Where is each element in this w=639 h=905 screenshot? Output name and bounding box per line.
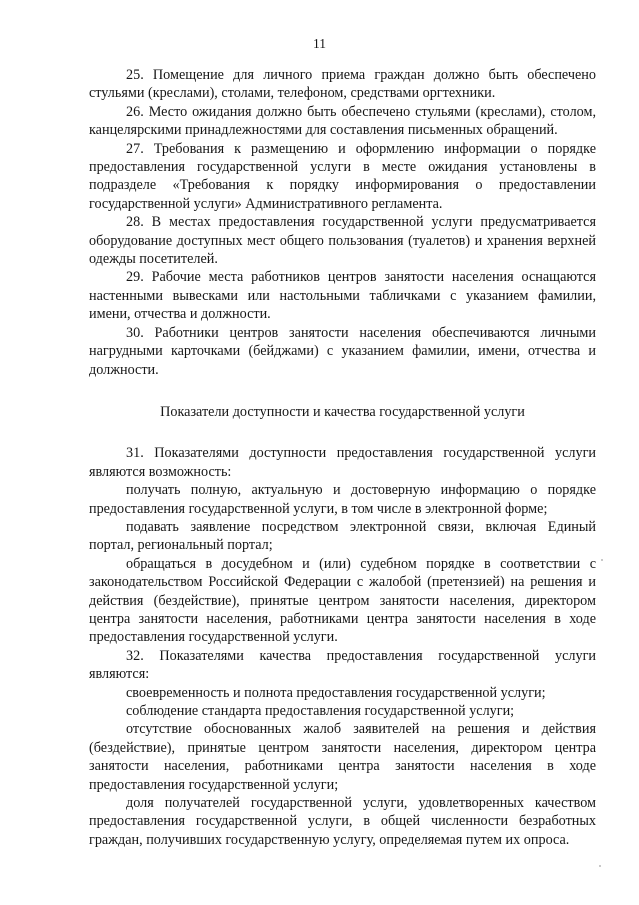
accessibility-item-appeal: обращаться в досудебном и (или) судебном порядке в соответствии с законодательством Российской Федерации с жалобой (претензией) на решения и действия (бездействие), принятые центром занятости населения, директором центра занятости населения, работниками центра занятости населения в ходе предоставления государственной услуги. [89,555,596,646]
paragraph-31: 31. Показателями доступности предоставления государственной услуги являются возможность: [89,445,596,480]
paragraph-27: 27. Требования к размещению и оформлению информации о порядке предоставления государственной услуги в месте ожидания установлены в подразделе «Требования к порядку информирования о предоставлении государственной услуги» Административного регламента. [89,140,596,212]
quality-item-standard: соблюдение стандарта предоставления государственной услуги; [126,703,515,719]
quality-item-timeliness: своевременность и полнота предоставления государственной услуги; [126,684,546,701]
scan-speck [601,559,603,561]
scan-speck [599,865,601,867]
paragraph-26: 26. Место ожидания должно быть обеспечено стульями (креслами), столом, канцелярскими принадлежностями для составления письменных обращений. [89,103,596,139]
paragraph-32: 32. Показателями качества предоставления государственной услуги являются: [89,647,596,683]
quality-item-no-complaints: отсутствие обоснованных жалоб заявителей на решения и действия (бездействие), принятые центром занятости населения, директором центра занятости населения, работниками центра занятости населения в ходе предоставления государственной услуги; [89,721,596,793]
paragraph-25: 25. Помещение для личного приема граждан должно быть обеспечено стульями (креслами), столами, телефоном, средствами оргтехники. [89,67,596,102]
section-heading: Показатели доступности и качества государственной услуги [160,403,525,420]
paragraph-30: 30. Работники центров занятости населения обеспечиваются личными нагрудными карточками (бейджами) с указанием фамилии, имени, отчества и должности. [89,324,596,378]
paragraph-29: 29. Рабочие места работников центров занятости населения оснащаются настенными вывесками или настольными табличками с указанием фамилии, имени, отчества и должности. [89,269,596,323]
accessibility-item-information: получать полную, актуальную и достоверную информацию о порядке предоставления государственной услуги, в том числе в электронной форме; [89,482,596,517]
page-number: 11 [313,36,326,51]
quality-item-satisfaction-share: доля получателей государственной услуги, удовлетворенных качеством предоставления государственной услуги, в общей численности безработных граждан, получивших государственную услугу, определяемая путем их опроса. [89,795,596,848]
accessibility-item-electronic-application: подавать заявление посредством электронной связи, включая Единый портал, региональный портал; [89,518,596,554]
document-body [89,66,596,849]
paragraph-28: 28. В местах предоставления государственной услуги предусматривается оборудование доступных мест общего пользования (туалетов) и хранения верхней одежды посетителей. [89,214,596,268]
